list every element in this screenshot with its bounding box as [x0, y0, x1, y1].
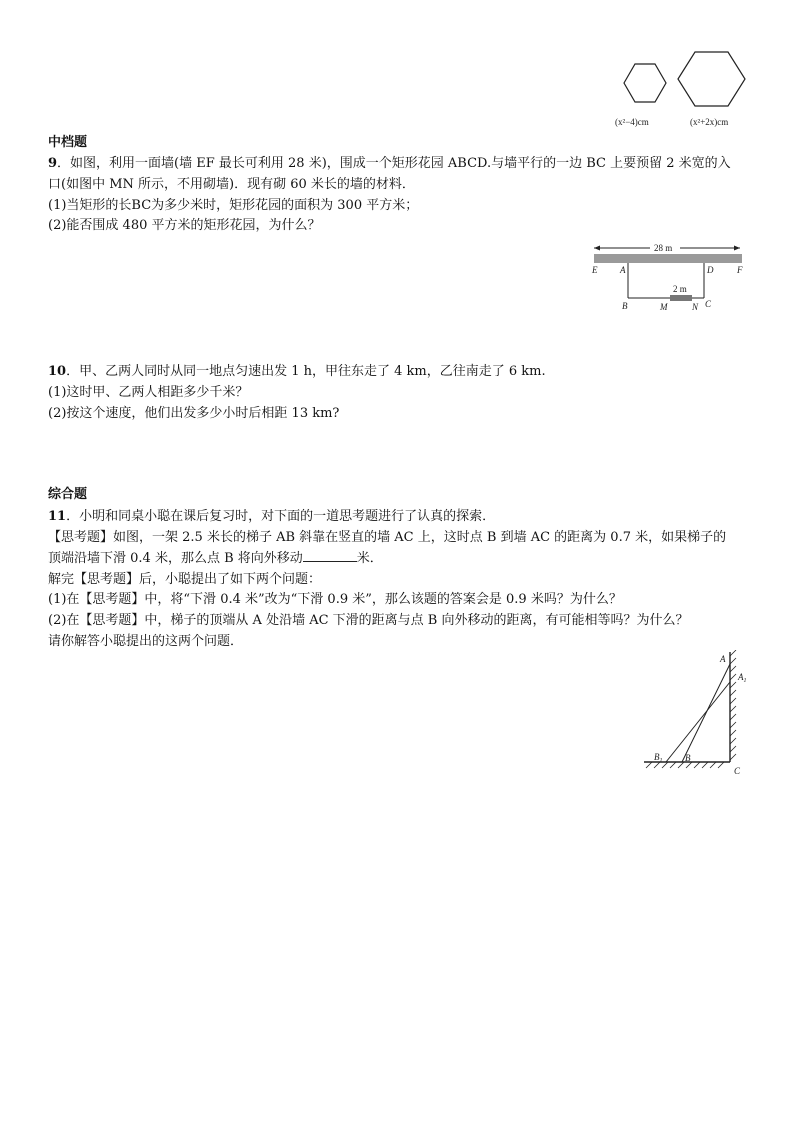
q10-part2: (2)按这个速度，他们出发多少小时后相距 13 km? — [48, 406, 340, 421]
label-a: A — [720, 654, 726, 664]
q11-last: 请你解答小聪提出的这两个问题． — [48, 634, 244, 649]
q11-part1: (1)在【思考题】中，将“下滑 0.4 米”改为“下滑 0.9 米”，那么该题的答案会是 0.9 米吗？为什么？ — [48, 592, 622, 607]
small-hexagon-label: (x²−4)cm — [615, 117, 649, 127]
q9-line2: 口(如图中 MN 所示，不用砌墙)．现有砌 60 米长的墙的材料． — [48, 177, 415, 192]
dimension-arrow-right — [734, 246, 740, 251]
q11-line3 — [48, 549, 383, 569]
wall-ef — [594, 254, 742, 263]
q10-part1: (1)这时甲、乙两人相距多少千米？ — [48, 385, 249, 400]
hexagon-figure — [606, 50, 756, 130]
ladder-figure — [636, 650, 756, 780]
q11-text1: ．小明和同桌小聪在课后复习时，对下面的一道思考题进行了认真的探索． — [66, 509, 496, 524]
ladder-ab — [682, 664, 730, 762]
section-title-comp: 综合题 — [48, 487, 88, 502]
label-m: M — [660, 302, 668, 312]
label-d: D — [707, 265, 714, 275]
garden-figure — [588, 238, 748, 314]
label-b1: $B_1$ — [654, 752, 663, 764]
label-a1: $A_1$ — [738, 672, 747, 684]
label-e: E — [592, 265, 598, 275]
label-b: B — [622, 301, 628, 311]
large-hexagon-label: (x²+2x)cm — [690, 117, 729, 127]
q10-text1: ．甲、乙两人同时从同一地点匀速出发 1 h，甲往东走了 4 km，乙往南走了 6 km. — [66, 364, 546, 379]
q11-line1 — [48, 507, 495, 527]
large-hexagon — [678, 52, 745, 106]
q11-line3-after: 米． — [356, 551, 383, 566]
label-n: N — [692, 302, 699, 312]
q9-line1 — [48, 154, 731, 174]
q9-part1: (1)当矩形的长BC为多少米时，矩形花园的面积为 300 平方米； — [48, 198, 419, 213]
label-b: B — [685, 753, 691, 763]
label-f: F — [737, 265, 743, 275]
label-c: C — [734, 766, 741, 776]
wall-hatching — [730, 650, 736, 760]
q11-line3-before: 顶端沿墙下滑 0.4 米，那么点 B 将向外移动 — [48, 551, 303, 566]
q9-number: 9 — [48, 156, 58, 171]
small-hexagon — [624, 64, 666, 102]
section-title-mid: 中档题 — [48, 135, 88, 150]
q11-part2: (2)在【思考题】中，梯子的顶端从 A 处沿墙 AC 下滑的距离与点 B 向外移动的距离，有可能相等吗？为什么？ — [48, 613, 689, 628]
wall-length-label: 28 m — [654, 243, 673, 253]
q11-line2: 【思考题】如图，一架 2.5 米长的梯子 AB 斜靠在竖直的墙 AC 上，这时点 B 到墙 AC 的距离为 0.7 米，如果梯子的 — [48, 530, 727, 545]
q10-line1 — [48, 362, 546, 382]
q10-number: 10 — [48, 364, 67, 379]
gate-mn — [670, 295, 692, 301]
label-a: A — [620, 265, 626, 275]
dimension-arrow-left — [594, 246, 600, 251]
q9-part2: (2)能否围成 480 平方米的矩形花园，为什么？ — [48, 218, 321, 233]
answer-blank[interactable] — [303, 549, 357, 562]
gate-width-label: 2 m — [673, 284, 687, 294]
q11-number: 11 — [48, 509, 67, 524]
q9-text1: ．如图，利用一面墙(墙 EF 最长可利用 28 米)，围成一个矩形花园 ABCD.与墙平行的一边 BC 上要预留 2 米宽的入 — [57, 156, 731, 171]
label-c: C — [705, 299, 712, 309]
ladder-a1b1 — [666, 682, 730, 762]
q11-line4: 解完【思考题】后，小聪提出了如下两个问题： — [48, 572, 322, 587]
